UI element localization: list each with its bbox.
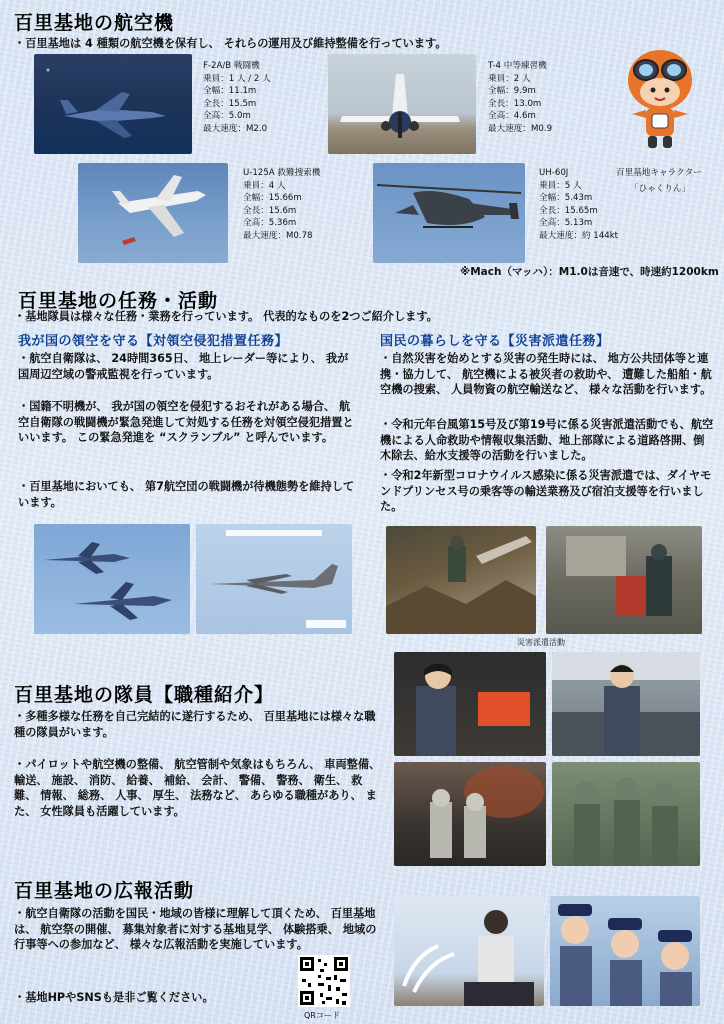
t4-spec-span: 全幅：9.9m [488,86,536,96]
t4-spec-length: 全長：13.0m [488,98,542,109]
personnel-bullet-2: ・パイロットや航空機の整備、 航空管制や気象はもちろん、 車両整備、 輸送、 施設、 消防、 給養、 補給、 会計、 警備、 警務、 衛生、 救難、 情報、 総務、 人事、 厚生、 法務など、 あらゆる職種があり、 また、 女性隊員も活躍しています。 [14,758,381,818]
disaster-bullet-2: ・令和元年台風第15号及び第19号に係る災害派遣活動でも、航空機による人命救助や情報収集活動、地上部隊による道路啓開、倒木除去、給水支援等の活動を行いました。 [380,418,714,463]
uh60-name: UH-60J [539,168,569,178]
f2-spec-length: 全長：15.5m [203,98,257,109]
intercept-photo [196,524,352,634]
t4-specs [488,60,552,135]
personnel-photo-firefighting [394,762,546,866]
personnel-bullet-1: ・多種多様な任務を自己完結的に遂行するため、 百里基地には様々な職種の隊員がいます。 [14,710,376,739]
u125-photo [78,163,228,263]
qr-label: QRコード [304,1011,340,1020]
disaster-bullet-1: ・自然災害を始めとする災害の発生時には、 地方公共団体等と連携・協力して、 航空機による被災者の救助や、 遭難した船舶・航空機の捜索、 人員物資の航空輸送など、 様々な活動を行います。 [380,352,712,397]
mission-intro: ・基地隊員は様々な任務・業務を行っています。 代表的なものを2つご紹介します。 [14,310,438,323]
disaster-photo-1 [386,526,536,634]
uh60-spec-length: 全長：15.65m [539,205,598,216]
t4-spec-crew: 乗員：2 人 [488,73,531,84]
pr-photo-children [550,896,700,1006]
aircraft-intro: ・百里基地は 4 種類の航空機を保有し、 それらの運用及び維持整備を行っています。 [14,37,447,50]
t4-photo [328,54,476,154]
u125-spec-height: 全高：5.36m [243,218,297,228]
f2-specs [203,60,271,135]
u125-spec-length: 全長：15.6m [243,205,297,216]
u125-specs [243,167,320,242]
character-label: 百里基地キャラクター [616,168,702,178]
f2-spec-span: 全幅：11.1m [203,86,257,96]
uh60-spec-height: 全高：5.13m [539,218,593,228]
uh60-specs [539,167,618,242]
character-name: 「ひゃくりん」 [630,184,691,194]
airspace-bullet-3: ・百里基地においても、 第7航空団の戦闘機が待機態勢を維持しています。 [18,480,355,509]
t4-spec-height: 全高：4.6m [488,111,536,121]
uh60-spec-crew: 乗員：5 人 [539,180,582,191]
t4-name: T-4 中等練習機 [488,61,547,71]
airspace-bullet-2: ・国籍不明機が、 我が国の領空を侵犯するおそれがある場合、 航空自衛隊の戦闘機が緊急発進して対処する任務を対領空侵犯措置といいます。 この緊急発進を “スクランブル” と呼んでいます。 [18,400,354,445]
qr-code[interactable] [298,955,350,1007]
fighters-photo [34,524,190,634]
disaster-photo-2 [546,526,702,634]
mission-section-title: 百里基地の任務・活動 [18,290,219,312]
f2-spec-crew: 乗員：1 人 / 2 人 [203,73,271,84]
pr-bullet-1: ・航空自衛隊の活動を国民・地域の皆様に理解して頂くため、 百里基地は、 航空祭の開催、 募集対象者に対する基地見学、 体験搭乗、 地域の行事等への参加など、 様々な広報活動を実施しています。 [14,907,377,952]
personnel-photo-control [552,652,700,756]
pr-photo-airshow [394,896,544,1006]
uh60-spec-speed: 最大速度：約 144kt [539,230,619,241]
f2-name: F-2A/B 戦闘機 [203,61,260,71]
hyakurin-character [622,44,698,150]
u125-spec-speed: 最大速度：M0.78 [243,230,313,241]
t4-spec-speed: 最大速度：M0.9 [488,123,553,134]
mach-note: ※Mach（マッハ）：M1.0は音速で、時速約1200km [460,266,719,278]
airspace-bullet-1: ・航空自衛隊は、 24時間365日、 地上レーダー等により、 我が国周辺空域の警戒監視を行っています。 [18,352,349,381]
disaster-photo-caption: 災害派遣活動 [517,638,565,647]
pr-bullet-2: ・基地HPやSNSも是非ご覧ください。 [14,991,214,1004]
u125-spec-crew: 乗員：4 人 [243,180,286,191]
u125-spec-span: 全幅：15.66m [243,193,302,203]
personnel-photo-maintenance [394,652,546,756]
u125-name: U-125A 救難捜索機 [243,168,321,178]
uh60-spec-span: 全幅：5.43m [539,193,593,203]
f2-spec-speed: 最大速度：M2.0 [203,123,268,134]
disaster-heading: 国民の暮らしを守る【災害派遣任務】 [380,334,610,349]
f2-spec-height: 全高：5.0m [203,111,251,121]
uh60-photo [373,163,525,263]
pr-section-title: 百里基地の広報活動 [14,880,195,902]
personnel-section-title: 百里基地の隊員【職種紹介】 [14,684,275,706]
airspace-heading: 我が国の領空を守る【対領空侵犯措置任務】 [18,334,289,349]
aircraft-section-title: 百里基地の航空機 [14,12,175,34]
personnel-photo-security [552,762,700,866]
f2-photo [34,54,192,154]
disaster-bullet-3: ・令和2年新型コロナウイルス感染に係る災害派遣では、ダイヤモンドプリンセス号の乗客等の輸送業務及び宿泊支援等を行いました。 [380,469,712,514]
